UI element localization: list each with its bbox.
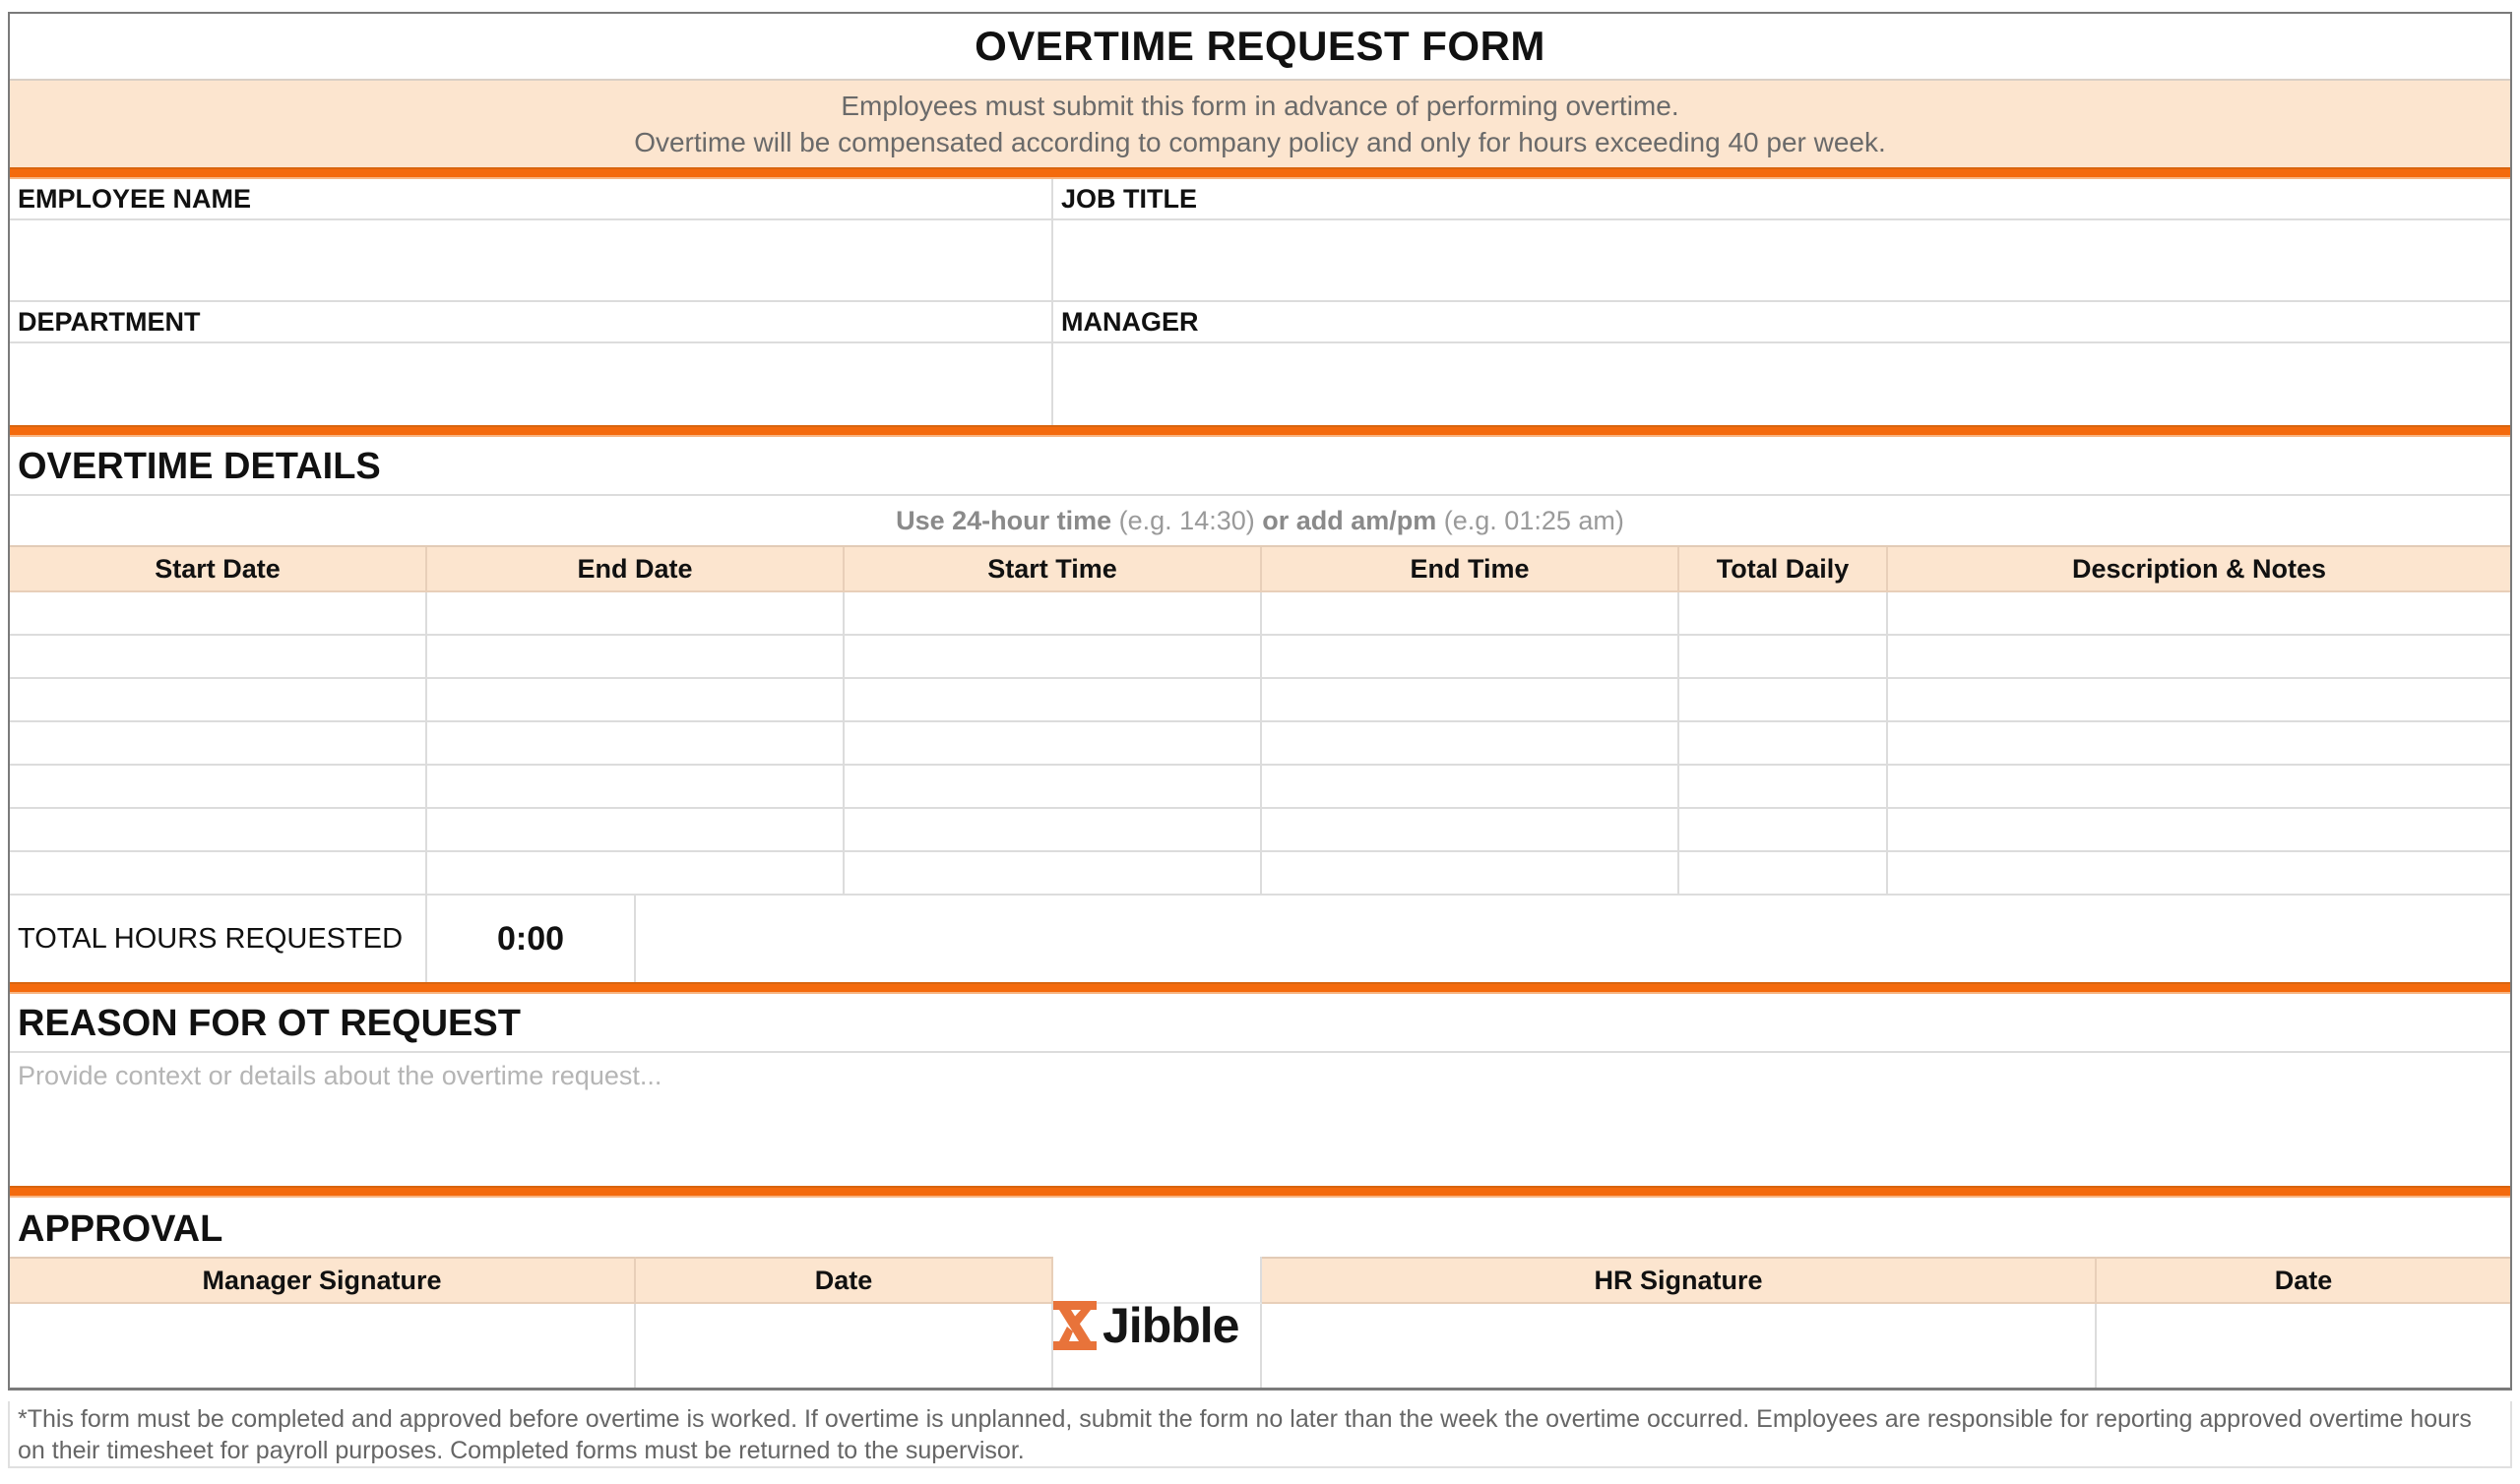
start-date-cell[interactable] bbox=[10, 592, 427, 634]
start-date-cell[interactable] bbox=[10, 679, 427, 720]
hr-signature-field[interactable] bbox=[1262, 1304, 2097, 1388]
end-date-cell[interactable] bbox=[427, 809, 845, 850]
total-row-spacer bbox=[636, 896, 2510, 982]
logo-text: Jibble bbox=[1102, 1298, 1239, 1353]
end-time-cell[interactable] bbox=[1262, 722, 1679, 764]
approval-header-row bbox=[10, 1257, 2510, 1304]
approval-body-row bbox=[10, 1298, 2510, 1391]
employee-name-field[interactable] bbox=[10, 220, 1053, 300]
start-time-cell[interactable] bbox=[845, 592, 1262, 634]
description-cell[interactable] bbox=[1888, 766, 2510, 807]
start-time-cell[interactable] bbox=[845, 809, 1262, 850]
total-daily-cell[interactable] bbox=[1679, 592, 1888, 634]
end-time-cell[interactable] bbox=[1262, 852, 1679, 894]
start-date-cell[interactable] bbox=[10, 636, 427, 677]
start-time-cell[interactable] bbox=[845, 679, 1262, 720]
col-end-date: End Date bbox=[427, 547, 845, 590]
employee-name-label: EMPLOYEE NAME bbox=[10, 179, 1053, 218]
table-row bbox=[10, 809, 2510, 852]
hint-part-1: Use 24-hour time bbox=[896, 505, 1112, 535]
total-daily-cell[interactable] bbox=[1679, 766, 1888, 807]
department-field[interactable] bbox=[10, 343, 1053, 425]
manager-field[interactable] bbox=[1053, 343, 2510, 425]
reason-heading: REASON FOR OT REQUEST bbox=[10, 994, 2510, 1053]
overtime-details-heading: OVERTIME DETAILS bbox=[10, 437, 2510, 496]
end-time-cell[interactable] bbox=[1262, 679, 1679, 720]
hourglass-icon bbox=[1053, 1301, 1097, 1350]
total-hours-label: TOTAL HOURS REQUESTED bbox=[10, 896, 427, 982]
start-date-cell[interactable] bbox=[10, 852, 427, 894]
col-total-daily: Total Daily bbox=[1679, 547, 1888, 590]
form-title: OVERTIME REQUEST FORM bbox=[975, 23, 1545, 69]
total-hours-row bbox=[10, 896, 2510, 982]
overtime-request-form bbox=[8, 12, 2512, 1391]
start-time-cell[interactable] bbox=[845, 636, 1262, 677]
start-time-cell[interactable] bbox=[845, 766, 1262, 807]
manager-signature-field[interactable] bbox=[10, 1304, 636, 1388]
end-date-cell[interactable] bbox=[427, 592, 845, 634]
instructions-banner bbox=[10, 81, 2510, 167]
description-cell[interactable] bbox=[1888, 809, 2510, 850]
col-start-time: Start Time bbox=[845, 547, 1262, 590]
col-hr-date: Date bbox=[2097, 1257, 2510, 1304]
table-row bbox=[10, 722, 2510, 766]
hint-part-2: (e.g. 14:30) bbox=[1111, 505, 1263, 535]
logo-cell bbox=[1053, 1298, 1262, 1388]
end-date-cell[interactable] bbox=[427, 852, 845, 894]
reason-textarea[interactable] bbox=[10, 1053, 2510, 1186]
section-divider bbox=[10, 1186, 2510, 1198]
employee-labels-row bbox=[10, 179, 2510, 220]
end-time-cell[interactable] bbox=[1262, 592, 1679, 634]
hint-part-3: or add am/pm bbox=[1262, 505, 1437, 535]
section-divider bbox=[10, 167, 2510, 179]
banner-line-1: Employees must submit this form in advance of performing overtime. bbox=[841, 91, 1679, 121]
start-time-cell[interactable] bbox=[845, 852, 1262, 894]
end-time-cell[interactable] bbox=[1262, 766, 1679, 807]
total-daily-cell[interactable] bbox=[1679, 852, 1888, 894]
section-divider bbox=[10, 425, 2510, 437]
table-row bbox=[10, 852, 2510, 896]
department-values-row bbox=[10, 343, 2510, 425]
col-start-date: Start Date bbox=[10, 547, 427, 590]
end-date-cell[interactable] bbox=[427, 679, 845, 720]
total-daily-cell[interactable] bbox=[1679, 679, 1888, 720]
department-labels-row bbox=[10, 302, 2510, 343]
end-time-cell[interactable] bbox=[1262, 809, 1679, 850]
total-daily-cell[interactable] bbox=[1679, 636, 1888, 677]
start-date-cell[interactable] bbox=[10, 809, 427, 850]
end-date-cell[interactable] bbox=[427, 766, 845, 807]
overtime-table-body bbox=[10, 592, 2510, 896]
total-hours-value: 0:00 bbox=[427, 896, 636, 982]
title-row bbox=[10, 14, 2510, 81]
manager-date-field[interactable] bbox=[636, 1304, 1053, 1388]
start-date-cell[interactable] bbox=[10, 722, 427, 764]
total-daily-cell[interactable] bbox=[1679, 722, 1888, 764]
employee-values-row bbox=[10, 220, 2510, 302]
table-row bbox=[10, 636, 2510, 679]
table-row bbox=[10, 679, 2510, 722]
description-cell[interactable] bbox=[1888, 679, 2510, 720]
manager-label: MANAGER bbox=[1061, 307, 1199, 337]
end-time-cell[interactable] bbox=[1262, 636, 1679, 677]
col-end-time: End Time bbox=[1262, 547, 1679, 590]
col-manager-date: Date bbox=[636, 1257, 1053, 1304]
footer-note: *This form must be completed and approved before overtime is worked. If overtime is unplanned, submit the form no later than the week the overtime occurred. Employees are responsible for reporting approved overtime hours on their timesheet for payroll purposes. Completed forms must be returned to the supervisor. bbox=[8, 1401, 2512, 1468]
description-cell[interactable] bbox=[1888, 722, 2510, 764]
job-title-label: JOB TITLE bbox=[1061, 184, 1198, 214]
start-date-cell[interactable] bbox=[10, 766, 427, 807]
end-date-cell[interactable] bbox=[427, 722, 845, 764]
total-daily-cell[interactable] bbox=[1679, 809, 1888, 850]
col-manager-signature: Manager Signature bbox=[10, 1257, 636, 1304]
time-format-hint bbox=[10, 496, 2510, 545]
table-row bbox=[10, 766, 2510, 809]
description-cell[interactable] bbox=[1888, 852, 2510, 894]
approval-heading: APPROVAL bbox=[18, 1208, 223, 1250]
col-description-notes: Description & Notes bbox=[2071, 553, 2327, 584]
section-divider bbox=[10, 982, 2510, 994]
hr-date-field[interactable] bbox=[2097, 1304, 2510, 1388]
end-date-cell[interactable] bbox=[427, 636, 845, 677]
banner-line-2: Overtime will be compensated according to company policy and only for hours exceeding 40 per week. bbox=[634, 127, 1886, 157]
description-cell[interactable] bbox=[1888, 636, 2510, 677]
col-hr-signature: HR Signature bbox=[1262, 1257, 2097, 1304]
reason-placeholder: Provide context or details about the overtime request... bbox=[18, 1061, 662, 1090]
job-title-field[interactable] bbox=[1053, 220, 2510, 300]
table-row bbox=[10, 592, 2510, 636]
overtime-table-header bbox=[10, 545, 2510, 592]
description-cell[interactable] bbox=[1888, 592, 2510, 634]
department-label: DEPARTMENT bbox=[10, 302, 1053, 341]
hint-part-4: (e.g. 01:25 am) bbox=[1436, 505, 1624, 535]
start-time-cell[interactable] bbox=[845, 722, 1262, 764]
jibble-logo bbox=[1053, 1298, 1238, 1353]
